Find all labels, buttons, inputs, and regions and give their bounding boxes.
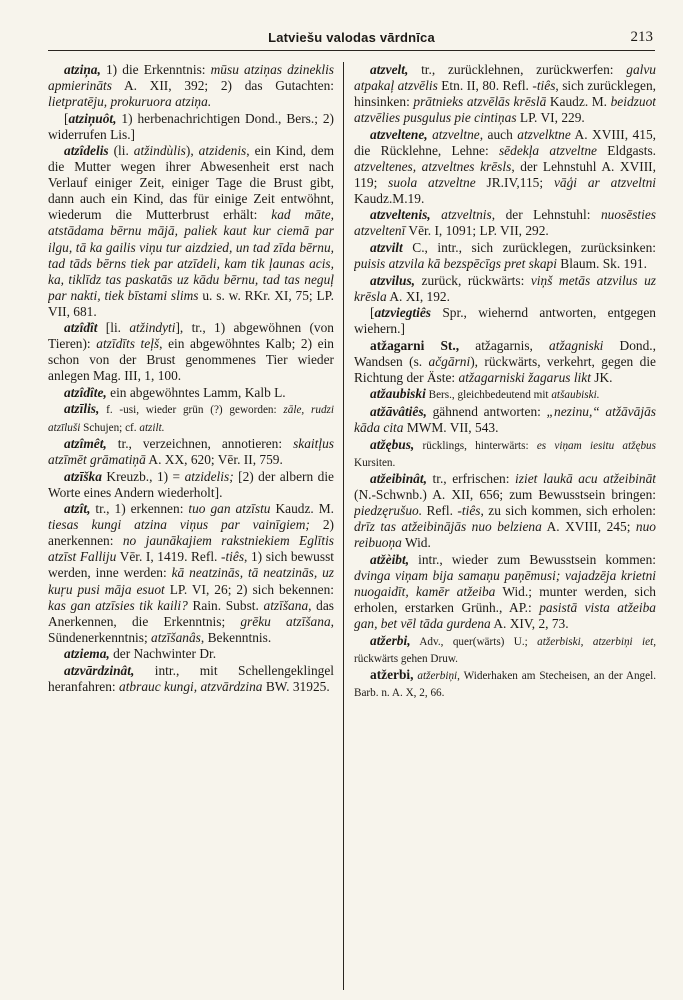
definition-text: LP. VI, 26; 2) sich bekennen:	[164, 581, 334, 597]
headword: atžèibt,	[370, 551, 410, 567]
definition-text: 2) anerkennen:	[48, 517, 334, 549]
example-text: sēdekļa atzveltne	[498, 142, 597, 158]
definition-text: A. XI, 192.	[386, 288, 450, 304]
example-text: zāle, rudzi atzīluši	[48, 404, 334, 434]
entry-atzavaties	[354, 404, 656, 436]
definition-text: intr., mit Schellengeklingel heranfahren:	[48, 662, 334, 694]
example-text: galvu atpakaļ atzvēlis	[354, 62, 656, 94]
example-text: puisis atzvila kā bezspēcīgs pret skapi	[354, 256, 557, 272]
example-text: beidzuot atzvēlies pusgulus pie cintiņas	[354, 94, 656, 126]
example-text: atzīdīts teļš	[96, 336, 160, 352]
example-text: kad māte, atstādama bērnu mājā, paliek kaut kur ciemā par ilgu, tā ka gailis viņu tur aizdzied, un tad zīda bērnu, tad tāds bērns tiek par atzīdeli, kam tik ļaunas acis, ka, tiklīdz tas paskatās uz kādu bērnu, tad tas neguļ par nakti, tiek bīstami slims	[48, 207, 334, 303]
example-text: atžerbiņi	[417, 670, 458, 683]
entry-atzagarni	[354, 338, 656, 386]
definition-text: [2) der albern die Worte eines Andern wiederholt].	[48, 468, 334, 500]
left-column	[48, 62, 334, 992]
page-number: 213	[630, 29, 653, 45]
entry-atzvilus	[354, 273, 656, 305]
example-text: atšaubiski.	[551, 389, 600, 402]
headword: atzīlis,	[64, 401, 100, 417]
entry-atzidite	[48, 385, 334, 401]
headword: atziņuôt,	[68, 110, 117, 126]
headword: atžerbi,	[370, 667, 414, 683]
example-text: pasistā vista atžeiba gan, bet vēl tāda gurdena	[354, 600, 656, 632]
definition-text: A. XVIII, 245;	[541, 519, 636, 535]
entry-atzebus	[354, 437, 656, 471]
headword: atžeibinât,	[370, 471, 427, 487]
definition-text: , der Lehnstuhl:	[491, 207, 601, 223]
page-title: Latviešu valodas vārdnīca	[268, 30, 435, 45]
headword: atzvelt,	[370, 62, 409, 77]
headword: atzîmêt,	[64, 436, 107, 452]
example-text: atžindùlis	[133, 143, 186, 159]
definition-text: Dond., Wandsen (s.	[354, 337, 656, 369]
definition-text: [	[64, 110, 69, 126]
definition-text: Spr., wiehernd antworten, entgegen wiehern.]	[354, 305, 656, 337]
example-text: mūsu atziņas dzineklis apmierināts	[48, 62, 334, 94]
definition-text: der Nachwinter Dr.	[109, 646, 217, 662]
example-text: „nezinu,“ atžāvājās kāda cita	[354, 403, 656, 436]
entry-atzeibinat	[354, 471, 656, 551]
example-text: kā neatzinās, tā neatzinās, uz kuŗu pusi māja esuot	[48, 565, 334, 597]
definition-text: Vēr. I, 1419. Refl. -	[116, 549, 226, 565]
entry-atzveltene	[354, 127, 656, 207]
headword: atžębus,	[370, 436, 415, 452]
entry-atziema	[48, 646, 334, 662]
example-text: lietpratēju, prokuruora atziņa.	[48, 94, 212, 110]
definition-text: Kreuzb., 1) =	[101, 468, 185, 484]
headword: atzviegtiês	[374, 305, 431, 321]
headword: atzīška	[64, 468, 102, 484]
definition-text: Rain. Subst.	[187, 597, 264, 613]
entry-atzit	[48, 501, 334, 645]
definition-text: JR.IV,115;	[475, 174, 554, 190]
entry-atzeibt	[354, 552, 656, 632]
example-text: piedzęrušuo.	[354, 503, 423, 519]
definition-text: ),	[185, 143, 199, 159]
definition-text: ein abgewöhntes Lamm, Kalb L.	[106, 384, 286, 400]
example-text: atzvelktne	[517, 126, 571, 142]
definition-text: Vēr. I, 1091; LP. VII, 292.	[405, 223, 549, 239]
entry-atzina	[48, 62, 334, 110]
example-text: kas gan atzīsies tik kaili?	[48, 597, 188, 613]
example-text: skaitļus atzīmēt grāmatiņā	[48, 436, 334, 468]
example-text: dvinga viņam bija samaņu paņēmusi; vajadzēja krietni nuogaidīt, kamēr atžeiba	[354, 567, 656, 599]
definition-text: Eldgasts.	[597, 142, 656, 158]
entry-atzvilt	[354, 240, 656, 272]
example-text: viņš metās atzvilus uz krēsla	[354, 272, 656, 304]
definition-text: , Widerhaken am Stecheisen, an der Angel. Barb. n. A. X, 2, 66.	[354, 670, 656, 700]
definition-text: Kaudz. M.	[270, 501, 334, 517]
definition-text: Kaudz.M.19.	[354, 190, 425, 206]
definition-text: A. XII, 392; 2) das Gutachten:	[111, 78, 334, 94]
definition-text: MWM. VII, 543.	[403, 420, 499, 436]
definition-text: u. s. w. RKr. XI, 75; LP. VII, 681.	[48, 287, 334, 319]
definition-text: , 1) sich bewusst werden, inne werden:	[48, 549, 334, 581]
definition-text: Refl. -	[422, 503, 462, 519]
definition-text: Wid.; munter werden, sich erholen, erstarken Grünh., AP.:	[354, 584, 656, 616]
example-text: ačgārni	[428, 353, 471, 369]
definition-text: Schujen; cf.	[80, 421, 140, 434]
example-text: suola atzveltne	[388, 174, 476, 190]
example-text: tiesas kungi atzina viņus par vainīgiem;	[48, 517, 310, 533]
example-text: grēku atzīšana	[240, 613, 331, 629]
definition-text: Kursiten.	[354, 456, 396, 469]
definition-text: [	[370, 305, 375, 321]
example-text: atzidelis;	[184, 468, 234, 484]
definition-text: , Sündenerkenntnis;	[48, 613, 334, 645]
definition-text: , ein abgewöhntes Kalb; 2) ein schon von der Brust genommenes Tier wieder anlegen Mag. III, 1, 100.	[48, 336, 334, 384]
definition-text: [li.	[97, 320, 130, 336]
example-text: atzidenis	[198, 143, 247, 159]
definition-text: (N.-Schwnb.) A. XII, 656; zum Bewusstsein bringen:	[354, 487, 656, 503]
entry-atzviegties	[354, 305, 656, 337]
definition-text: , auch	[479, 126, 518, 142]
column-divider	[343, 62, 344, 990]
definition-text: f. -usi, wieder grün (?) geworden:	[99, 404, 284, 417]
headword: atziema,	[64, 646, 110, 662]
example-text: atbrauc kungi, atzvārdzina	[119, 678, 263, 694]
entry-atzinuot	[48, 111, 334, 143]
example-text: atžagarniski žagarus likt	[458, 369, 591, 385]
definition-text: Blaum. Sk. 191.	[556, 256, 647, 272]
definition-text: zurück, rückwärts:	[415, 272, 531, 288]
definition-text: Bers., gleichbedeutend mit	[425, 389, 552, 402]
headword: atzît,	[64, 501, 91, 517]
definition-text: , Bekenntnis.	[200, 629, 272, 645]
entry-atzvardzinat	[48, 663, 334, 695]
headword: atzveltenis,	[370, 207, 431, 223]
entry-atzidelis	[48, 143, 334, 320]
definition-text: C., intr., sich zurücklegen, zurücksinken:	[402, 240, 656, 256]
headword: atžaubiski	[370, 386, 426, 402]
example-text: atzilt.	[139, 421, 165, 434]
definition-text: JK.	[590, 369, 613, 385]
definition-text: , sich zurücklegen, hinsinken:	[354, 78, 656, 110]
definition-text: , das Anerkennen, die Erkenntnis;	[48, 597, 334, 629]
entry-atzvelt	[354, 62, 656, 126]
definition-text: Kaudz. M.	[546, 94, 611, 110]
entry-atzimet	[48, 436, 334, 468]
example-text: nuo reibuoņa	[354, 519, 656, 551]
definition-text: , ein Kind, dem die Mutter wegen ihrer Abwesenheit erst nach Verlauf einiger Zeit, einiger Tage die Brust gibt, dann auch ein Kind, das für einige Zeit entwöhnt, wiederum die Mutterbrust erhält:	[48, 143, 334, 223]
entry-atzveltenis	[354, 207, 656, 239]
definition-text: , rückwärts gehen Druw.	[354, 635, 656, 665]
headword: atzvilt	[370, 240, 403, 256]
definition-text: LP. VI, 229.	[516, 110, 585, 126]
definition-text: tr., verzeichnen, annotieren:	[106, 436, 294, 452]
example-text: atžerbiski, atzerbiņi iet	[537, 635, 654, 648]
definition-text: (li.	[108, 143, 134, 159]
definition-text: A. XIV, 2, 73.	[490, 616, 569, 632]
definition-text: BW. 31925.	[262, 678, 330, 694]
example-text: iziet laukā acu atžeibināt	[515, 471, 656, 487]
example-text: nuosēsties atzveltenī	[354, 207, 656, 239]
example-text: atžagniski	[549, 337, 604, 353]
headword: atzîdît	[64, 320, 98, 336]
example-text: es viņam iesitu atžębus	[536, 439, 656, 452]
definition-text: A. XVIII, 415, die Rücklehne, Lehne:	[354, 126, 656, 158]
example-text: tiês	[225, 549, 245, 565]
entry-atzidit	[48, 320, 334, 384]
example-text: tiês	[536, 78, 556, 94]
definition-text: Adv., quer(wärts) U.;	[410, 635, 538, 648]
definition-text	[431, 207, 442, 222]
entry-atzerbi-adv	[354, 633, 656, 667]
headword: atzvārdzinât,	[64, 662, 135, 678]
headword: atžagarni St.,	[370, 337, 460, 353]
headword: atziņa,	[64, 62, 101, 77]
definition-text: Etn. II, 80. Refl. -	[437, 78, 537, 94]
right-column	[354, 62, 656, 992]
entry-atzilis	[48, 401, 334, 435]
headword: atzvilus,	[370, 272, 416, 288]
entry-atziska	[48, 469, 334, 501]
example-text: drīz tas atžeibinājās nuo belziena	[354, 519, 542, 535]
example-text: atžindyti	[129, 320, 176, 336]
definition-text: Wid.	[401, 535, 431, 551]
definition-text: tr., erfrischen:	[426, 471, 516, 487]
headword: atzîdîte,	[64, 384, 107, 400]
example-text: atzīšana	[263, 597, 309, 613]
definition-text: ], tr., 1) abgewöhnen (von Tieren):	[48, 320, 334, 352]
example-text: atzveltnis	[441, 207, 492, 223]
definition-text: ), rückwärts, verkehrt, gegen die Richtung der Äste:	[354, 353, 656, 385]
running-header	[48, 28, 655, 51]
definition-text: atžagarnis,	[459, 337, 550, 353]
definition-text: 1) die Erkenntnis:	[100, 62, 211, 77]
definition-text: , zu sich kommen, sich erholen:	[480, 503, 656, 519]
example-text: tiês	[461, 503, 481, 519]
definition-text: A. XX, 620; Vēr. II, 759.	[145, 452, 283, 468]
definition-text: gähnend antworten:	[426, 403, 547, 419]
definition-text: , der Lehnstuhl A. XVIII, 119;	[354, 158, 656, 190]
entry-atzerbi-noun	[354, 667, 656, 701]
headword: atzveltene,	[370, 126, 428, 142]
headword: atžāvâtiês,	[370, 403, 427, 419]
definition-text: intr., wieder zum Bewusstsein kommen:	[409, 551, 656, 567]
definition-text: 1) herbenachrichtigen Dond., Bers.; 2) widerrufen Lis.]	[48, 110, 334, 142]
definition-text: rücklings, hinterwärts:	[414, 439, 537, 452]
definition-text: tr., zurücklehnen, zurückwerfen:	[408, 62, 627, 77]
headword: atzîdelis	[64, 143, 109, 159]
example-text: tuo gan atzīstu	[188, 501, 271, 517]
entry-atzaubiski	[354, 386, 656, 403]
example-text: atzveltenes, atzveltnes krēsls	[354, 158, 512, 174]
headword: atžerbi,	[370, 632, 411, 648]
definition-text: tr., 1) erkennen:	[90, 501, 189, 517]
example-text: atzīšanâs	[151, 629, 201, 645]
example-text: atzveltne	[432, 126, 480, 142]
example-text: no jaunākajiem rakstniekiem Eglītis atzīst Falliju	[48, 533, 334, 565]
example-text: prātnieks atzvēlās krēslā	[413, 94, 547, 110]
example-text: vāģi ar atzveltni	[553, 174, 656, 190]
